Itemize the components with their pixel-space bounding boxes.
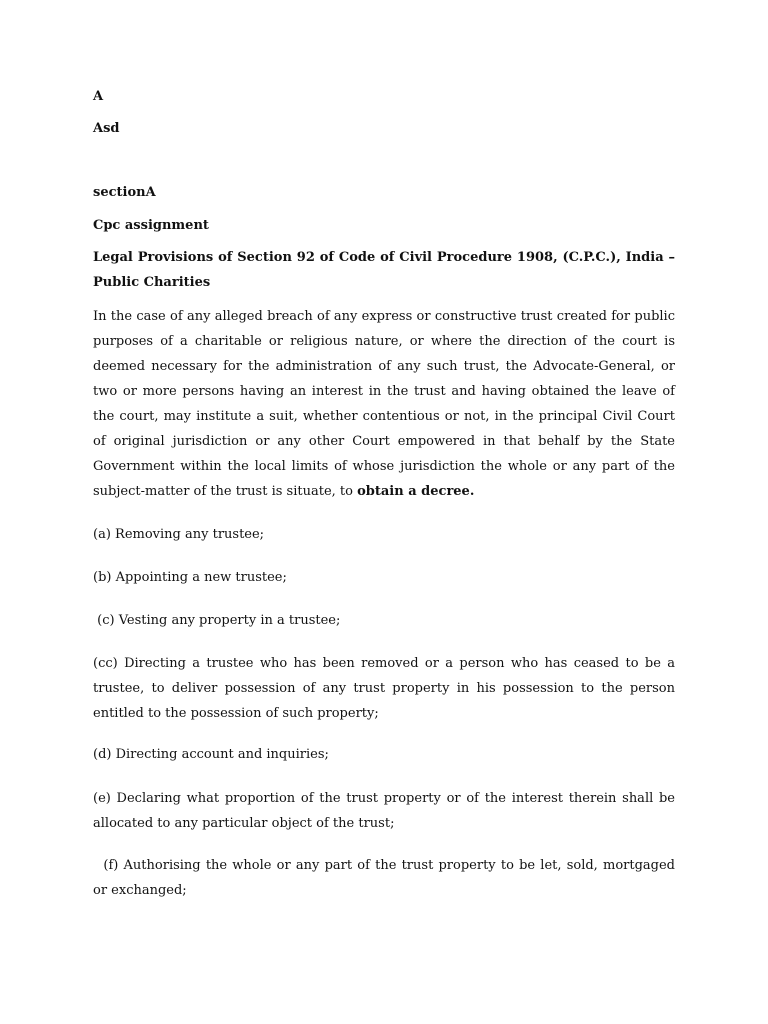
intro-paragraph [93,304,675,504]
heading-asd: Asd [93,121,120,136]
intro-text: In the case of any alleged breach of any express or constructive trust created for public purposes of a charitable or religious nature, or where the direction of the court is deemed necessary for the administration of any such trust, the Advocate-General, or two or more persons having an interest in the trust and having obtained the leave of the court, may institute a suit, whether contentious or not, in the principal Civil Court of original jurisdiction or any other Court empowered in that behalf by the State Government within the local limits of whose jurisdiction the whole or any part of the subject-matter of the trust is situate, to [93,309,675,499]
clause-d: (d) Directing account and inquiries; [93,747,329,762]
assignment-title: Cpc assignment [93,218,209,233]
main-title: Legal Provisions of Section 92 of Code of Civil Procedure 1908, (C.P.C.), India – Public Charities [93,250,675,290]
clause-e: (e) Declaring what proportion of the trust property or of the interest therein shall be allocated to any particular object of the trust; [93,791,675,831]
intro-bold-end: obtain a decree. [357,484,475,499]
clause-f: (f) Authorising the whole or any part of the trust property to be let, sold, mortgaged or exchanged; [93,858,680,898]
clause-b: (b) Appointing a new trustee; [93,570,287,585]
section-label: sectionA [93,185,156,200]
heading-a: A [93,89,104,104]
clause-a: (a) Removing any trustee; [93,527,265,542]
clause-cc: (cc) Directing a trustee who has been removed or a person who has ceased to be a trustee, to deliver possession of any trust property in his possession to the person entitled to the possession of such property; [93,656,675,721]
clause-c: (c) Vesting any property in a trustee; [93,613,341,628]
